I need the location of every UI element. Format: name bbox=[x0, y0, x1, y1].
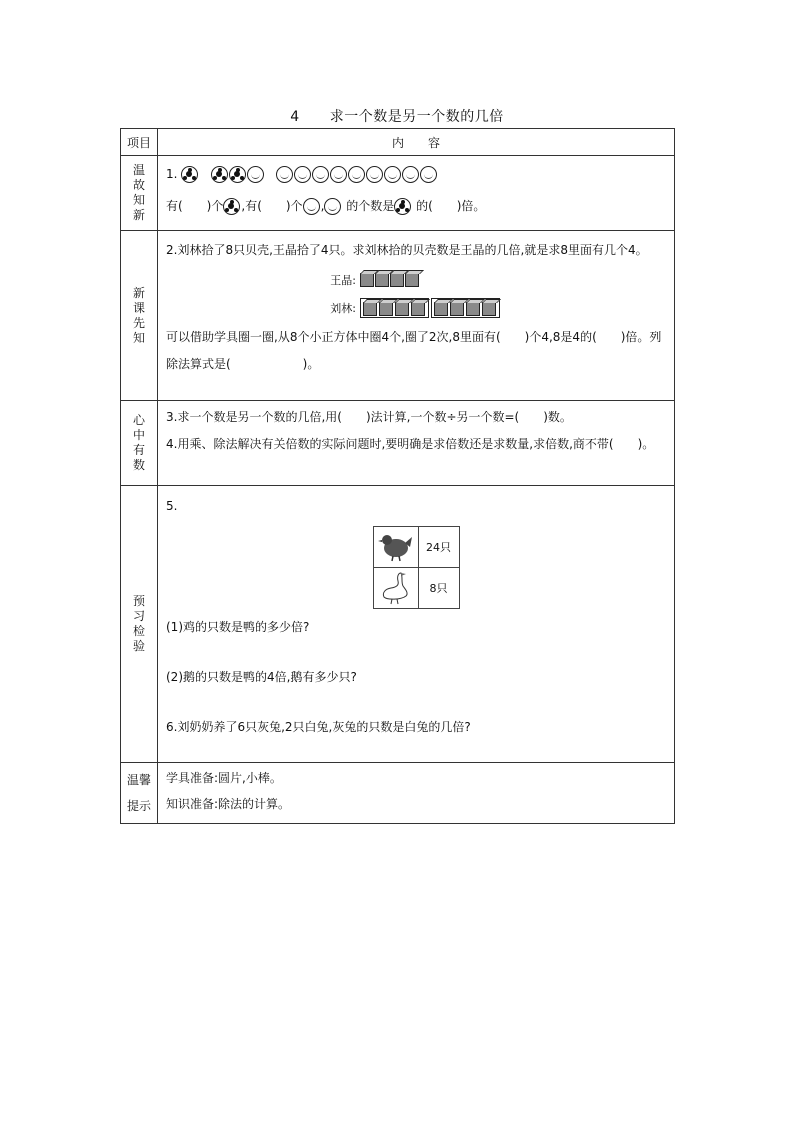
q1-balls: 1. bbox=[166, 160, 666, 188]
ball-icon bbox=[294, 166, 311, 183]
q1-question: 有( )个 ,有( )个 , 的个数是 的( )倍。 bbox=[166, 199, 486, 213]
soccer-ball-icon bbox=[229, 166, 246, 183]
cube-icon bbox=[434, 302, 448, 316]
chicken-count: 24只 bbox=[418, 527, 459, 568]
ball-icon bbox=[420, 166, 437, 183]
preview-row bbox=[121, 231, 675, 401]
ball-icon bbox=[276, 166, 293, 183]
keypoints-row bbox=[121, 401, 675, 486]
preview-label: 新 课 先 知 bbox=[121, 231, 158, 401]
preview-content bbox=[158, 231, 675, 401]
cube-icon bbox=[375, 273, 389, 287]
table-header-row bbox=[121, 129, 675, 156]
chicken-icon bbox=[373, 527, 418, 568]
tips-content bbox=[158, 763, 675, 824]
section-number: 4 bbox=[290, 109, 300, 125]
cube-icon bbox=[379, 302, 393, 316]
ball-icon bbox=[330, 166, 347, 183]
review-row bbox=[121, 156, 675, 231]
q4-text: 4.用乘、除法解决有关倍数的实际问题时,要明确是求倍数还是求数量,求倍数,商不带( )。 bbox=[166, 437, 655, 451]
cube-icon bbox=[360, 273, 374, 287]
tips-row bbox=[121, 763, 675, 824]
cube-icon bbox=[450, 302, 464, 316]
ball-icon bbox=[247, 166, 264, 183]
soccer-ball-icon bbox=[211, 166, 228, 183]
cube-icon bbox=[363, 302, 377, 316]
tips-line-1: 学具准备:圆片,小棒。 bbox=[166, 771, 282, 785]
soccer-ball-icon bbox=[394, 198, 411, 215]
q5-1: (1)鸡的只数是鸭的多少倍? bbox=[166, 620, 310, 634]
ball-icon bbox=[402, 166, 419, 183]
q5-2: (2)鹅的只数是鸭的4倍,鹅有多少只? bbox=[166, 670, 357, 684]
cube-icon bbox=[466, 302, 480, 316]
cube-group bbox=[360, 298, 429, 318]
cube-group bbox=[431, 298, 500, 318]
soccer-ball-icon bbox=[223, 198, 240, 215]
ball-icon bbox=[303, 198, 320, 215]
cube-icon bbox=[395, 302, 409, 316]
goose-icon bbox=[373, 568, 418, 609]
q2-after: 可以借助学具圈一圈,从8个小正方体中圈4个,圈了2次,8里面有( )个4,8是4的( )倍。列除法算式是( )。 bbox=[166, 330, 662, 371]
cube-icon bbox=[390, 273, 404, 287]
worksheet-table bbox=[120, 128, 675, 824]
wangjing-row: 王晶: bbox=[316, 268, 666, 292]
check-content bbox=[158, 486, 675, 763]
tips-line-2: 知识准备:除法的计算。 bbox=[166, 797, 291, 811]
q3-text: 3.求一个数是另一个数的几倍,用( )法计算,一个数÷另一个数=( )数。 bbox=[166, 410, 572, 424]
ball-icon bbox=[312, 166, 329, 183]
section-title: 求一个数是另一个数的几倍 bbox=[329, 109, 504, 125]
cube-diagram bbox=[316, 268, 666, 320]
cube-icon bbox=[405, 273, 419, 287]
check-label: 预 习 检 验 bbox=[121, 486, 158, 763]
animal-table bbox=[373, 526, 460, 609]
cube-icon bbox=[482, 302, 496, 316]
ball-icon bbox=[384, 166, 401, 183]
review-label: 温 故 知 新 bbox=[121, 156, 158, 231]
header-content: 内 容 bbox=[158, 129, 675, 156]
tips-label: 温馨 提示 bbox=[121, 763, 158, 824]
q6: 6.刘奶奶养了6只灰兔,2只白兔,灰兔的只数是白兔的几倍? bbox=[166, 720, 471, 734]
q5-label: 5. bbox=[166, 499, 178, 513]
page-title bbox=[120, 106, 674, 126]
ball-icon bbox=[348, 166, 365, 183]
review-content bbox=[158, 156, 675, 231]
liulin-row: 刘林: bbox=[316, 296, 666, 320]
header-item: 项目 bbox=[121, 129, 158, 156]
ball-icon bbox=[366, 166, 383, 183]
goose-count: 8只 bbox=[418, 568, 459, 609]
keypoints-content bbox=[158, 401, 675, 486]
cube-icon bbox=[411, 302, 425, 316]
keypoints-label: 心 中 有 数 bbox=[121, 401, 158, 486]
check-row bbox=[121, 486, 675, 763]
ball-icon bbox=[324, 198, 341, 215]
q2-text: 2.刘林拾了8只贝壳,王晶拾了4只。求刘林拾的贝壳数是王晶的几倍,就是求8里面有几个4。 bbox=[166, 243, 648, 257]
soccer-ball-icon bbox=[181, 166, 198, 183]
